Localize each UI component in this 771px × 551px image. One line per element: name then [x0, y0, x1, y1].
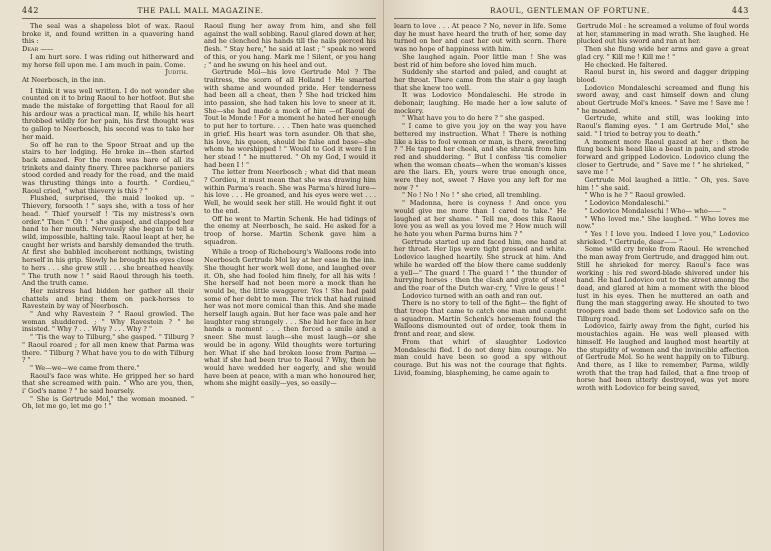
left-page [0, 0, 384, 551]
paragraph: " 'Tis the way to Tilburg," she gasped. " Tilburg ? " Raoul roared ; for all men knew that Parma was there. " Tilburg ? What have you to do with Tilburg ? " [22, 333, 194, 365]
paragraph: " Who loved me." She laughed. " Who loves me now." [576, 214, 749, 231]
right-columns [394, 23, 749, 551]
paragraph: The letter from Neerbosch ; what did that mean ? Cordieu, it must mean that she was drawing him within Parma's reach. She was Parma's hired lure—his love . . . He groaned, and his eyes were wet . . . Well, he would seek her still. He would fight it out to the end. [204, 168, 376, 215]
paragraph: Gertrude started up and faced him, one hand at her throat. Her lips were tight pressed and white. Lodovico laughed heartily. She struck at him. And while he warded off the blow there came suddenly a yell—" The guard ! The guard ! " the thunder of hurrying horses : then the clash and grate of steel and the roar of the Dutch war-cry, " Vive le geus ! " [394, 237, 567, 292]
paragraph: " What have you to do here ? " she gasped. [402, 114, 545, 123]
paragraph: Her mistress had bidden her gather all their chattels and bring them on pack-horses to Ravestein by way of Neerbosch. [22, 286, 194, 311]
paragraph: From that whirl of slaughter Lodovico Mondaleschi fled. I do not deny him courage. No man could have been so good a spy without courage. But his was not the courage that fights. Livid, foaming, blaspheming, he came again to [394, 337, 567, 377]
paragraph: So off he ran to the Spoor Straat and up the stairs to her lodging. He broke in—then started back amazed. For the room was bare of all its trinkets and dainty finery. Three packhorse paniers stood corded and ready for the road, and the maid was thrusting things into a fourth. " Cordieu," Raoul cried, " what thievery is this ? " [22, 140, 194, 195]
paragraph: Gertrude Mol laughed a little. " Oh, yes. Save him ! " she said. [576, 176, 749, 192]
paragraph: Then she flung wide her arms and gave a great glad cry. " Kill me ! Kill me ! " [576, 45, 749, 61]
paragraph: While a troop of Richebourg's Walloons rode into Neerbosch Gertrude Mol lay at her ease in the inn. She thought her work well done, and laughed over it. Oh, she had fooled him finely, for all his wits ! She herself had not been more a mock than he would be, the little swaggerer. Yes ! She had paid some of her debt to men. The trick that had ruined her was not more comical than this. And she made herself laugh again. But her face was pale and her laughter rang strangely . . . She hid her face in her hands a moment . . . then forced a smile and a sneer. She must laugh—she must laugh—or she would be in agony. Wild thoughts were torturing her. What if she had broken loose from Parma —what if she had been true to Raoul ? Why, then he would have wedded her eagerly, and she would have been at peace, with a man who honoured her, whom she might easily—yes, so easily— [204, 248, 376, 388]
paragraph: It was Lodovico Mondaleschi. He strode in debonair, laughing. He made her a low salute of mockery. [394, 91, 567, 115]
paragraph: Flushed, surprised, the maid looked up. " Thievery, forsooth ! " says she, with a toss of her head. " Thief yourself ! 'Tis my mistress's own order." Then " Oh ! " she gasped, and clapped her hand to her mouth. Nervously she began to tell a wild, impossible, halting tale. Raoul leapt at her, he caught her wrists and harshly demanded the truth. At first she babbled incoherent nothings, twisting herself in his grip. Slowly he brought his eyes close to hers . . . she grew still . . . she breathed heavily. " The truth now ! " said Raoul through his teeth. And the truth came. [22, 194, 194, 288]
paragraph: Raoul burst in, his sword and dagger dripping blood. [576, 68, 749, 84]
paragraph: " We—we—we came from there." [30, 363, 140, 372]
paragraph: " I came to give you joy on the way you have bettered my instruction. What ! There is nothing like a kiss to fool woman or man, is there, sweeting ? " He tapped her cheek, and she shrank from him red and shuddering. " But I confess 'tis comelier when the woman cheats—when the woman's kisses are the liars. Eh, yours were true enough once, were they not, sweet ? Have you any left for me now ? " [394, 122, 567, 192]
paragraph: Lodovico Mondaleschi screamed and flung his sword away, and cast himself down and clung about Gertrude Mol's knees. " Save me ! Save me ! " he moaned. [576, 83, 749, 115]
paragraph: I think it was well written. I do not wonder she counted on it to bring Raoul to her hotfoot. But she made the mistake of forgetting that Raoul for all his ardour was a practical man. If, while his heart throbbed wildly for her pain, his first thought was to gallop to Neerbosch, his second was to take her her maid. [22, 86, 194, 141]
paragraph: Some wild cry broke from Raoul. He wrenched the man away from Gertrude, and dragged him out. Still he shrieked for mercy. Raoul's face was working : his red sword-blade shivered under his hand. He had Lodovico out to the street among the dead, and glared at him a moment with the blood lust in his eyes. Then he muttered an oath and flung the man staggering away. He shouted to two troopers and bade them set Lodovico safe on the Tilburg road. [576, 245, 749, 323]
paragraph: " Lodovico Mondaleschi ! Who— who—— " [584, 206, 727, 215]
paragraph: " And why Ravestein ? " Raoul growled. The woman shuddered. ; " Why Ravestein ? " he insisted. " Why ? . . . Why ? . . . Why ? " [22, 310, 194, 334]
paragraph: Lodovico, fairly away from the fight, curled his moustachios again. He was well pleased with himself. He laughed and laughed most heartily at the stupidity of women and the invincible affection of Gertrude Mol. So he went happily on to Tilburg. And there, as I like to remember, Parma, wildly wroth that the trap had failed, that a fine troop of horse had been utterly destroyed, was yet more wroth with Lodovico for being saved, [576, 322, 749, 393]
right-running-head [394, 6, 749, 19]
right-column-1 [394, 23, 567, 551]
paragraph: Off he went to Martin Schenk. He had tidings of the enemy at Neerbosch, he said. He asked for a troop of horse. Martin Schenk gave him a squadron. [204, 214, 376, 246]
paragraph: Raoul flung her away from him, and she fell against the wall sobbing. Raoul glared down at her, and he clenched his hands till the nails pierced his flesh. " Stay here," he said at last ; " speak no word of this, or you hang. Mark me ! Silent, or you hang ; " and he swung on his heel and out. [204, 23, 376, 69]
paragraph: " Yes ! I love you. Indeed I love you," Lodovico shrieked. " Gertrude, dear—— " [576, 229, 749, 246]
paragraph: The seal was a shapeless blot of wax. Raoul broke it, and found written in a quavering hand this : [22, 23, 194, 46]
paragraph: Raoul's face was white. He gripped her so hard that she screamed with pain. " Who are you, then, i' God's name ? " he said hoarsely. [22, 371, 194, 396]
left-column-1 [22, 23, 194, 551]
paragraph: He checked. He faltered. [584, 60, 668, 69]
paragraph: She laughed again. Poor little man ! She was best rid of him before she loved him much. [394, 52, 567, 69]
paragraph: Suddenly she started and paled, and caught at her throat. There came from the stair a gay laugh that she knew too well. [394, 68, 567, 92]
paragraph: Lodovico turned with an oath and ran out. [402, 291, 543, 300]
paragraph: Judith. [165, 68, 188, 77]
right-page [384, 0, 771, 551]
paragraph: Gertrude Mol—his love Gertrude Mol ? The traitress, the scorn of all Holland ! He smarted with shame and wounded pride. Her tenderness had been all a cheat, then ? She had tricked him into passion, she had taken his love to sneer at it. She—she had made a mock of him —of Raoul de Tout le Monde ! For a moment he hated her enough to put her to torture. . . . Then hate was quenched in grief. His heart was torn asunder. Oh that she, his love, his queen, should be false and base—she whom he worshipped ! " Would to God it were I in her stead ! " he muttered. " Oh my God, I would it had been I ! " [204, 68, 376, 169]
left-running-title: THE PALL MALL MAGAZINE. [137, 6, 264, 15]
paragraph: " Who is he ? " Raoul growled. [584, 191, 686, 200]
right-column-2 [577, 23, 750, 551]
left-columns [22, 23, 376, 551]
paragraph: " She is Gertrude Mol," the woman moaned. " Oh, let me go, let me go ! " [22, 394, 194, 411]
paragraph: There is no story to tell of the fight— the fight of that troop that came to catch one man and caught a squadron. Martin Schenk's horsemen found the Walloons dismounted out of order, took them in front and rear, and slew. [394, 299, 567, 339]
paragraph: Dear —— [22, 45, 54, 54]
paragraph: Gertrude, white and still, was looking into Raoul's flaming eyes. " I am Gertrude Mol," she said. " I tried to betray you to death." [576, 114, 749, 138]
right-page-number: 443 [731, 6, 749, 15]
left-column-2 [204, 23, 376, 551]
paragraph: " No ! No ! No ! " she cried, all trembling. [402, 191, 542, 200]
left-running-head [22, 6, 376, 19]
left-page-number: 442 [22, 6, 40, 15]
paragraph: " Madonna, here is coyness ! And once you would give me more than I cared to take." He laughed at her shame. " Tell me, does this Raoul love you as well as you loved me ? How much will he hate you when Parma burns him ? " [394, 199, 567, 238]
paragraph: Gertrude Mol : he screamed a volume of foul words at her, stammering in mad wrath. She laughed. He plucked out his sword and ran at her. [576, 23, 749, 46]
paragraph: learn to love . . . At peace ? No, never in life. Some day he must have heard the truth of her, some day turned on her and cast her out with scorn. There was no hope of happiness with him. [394, 23, 567, 54]
paragraph: A moment more Raoul gazed at her : then he flung back his head like a beast in pain, and strode forward and gripped Lodovico. Lodovico clung the closer to Gertrude, and " Save me ! " he shrieked, " save me ! " [576, 137, 749, 177]
paragraph: At Neerbosch, in the inn. [22, 75, 106, 84]
paragraph: " Lodovico Mondaleschi." [584, 199, 669, 208]
paragraph: I am hurt sore. I was riding out hitherward and my horse fell upon me. I am much in pain. Come. [22, 52, 194, 69]
right-running-title: RAOUL, GENTLEMAN OF FORTUNE. [490, 6, 650, 15]
